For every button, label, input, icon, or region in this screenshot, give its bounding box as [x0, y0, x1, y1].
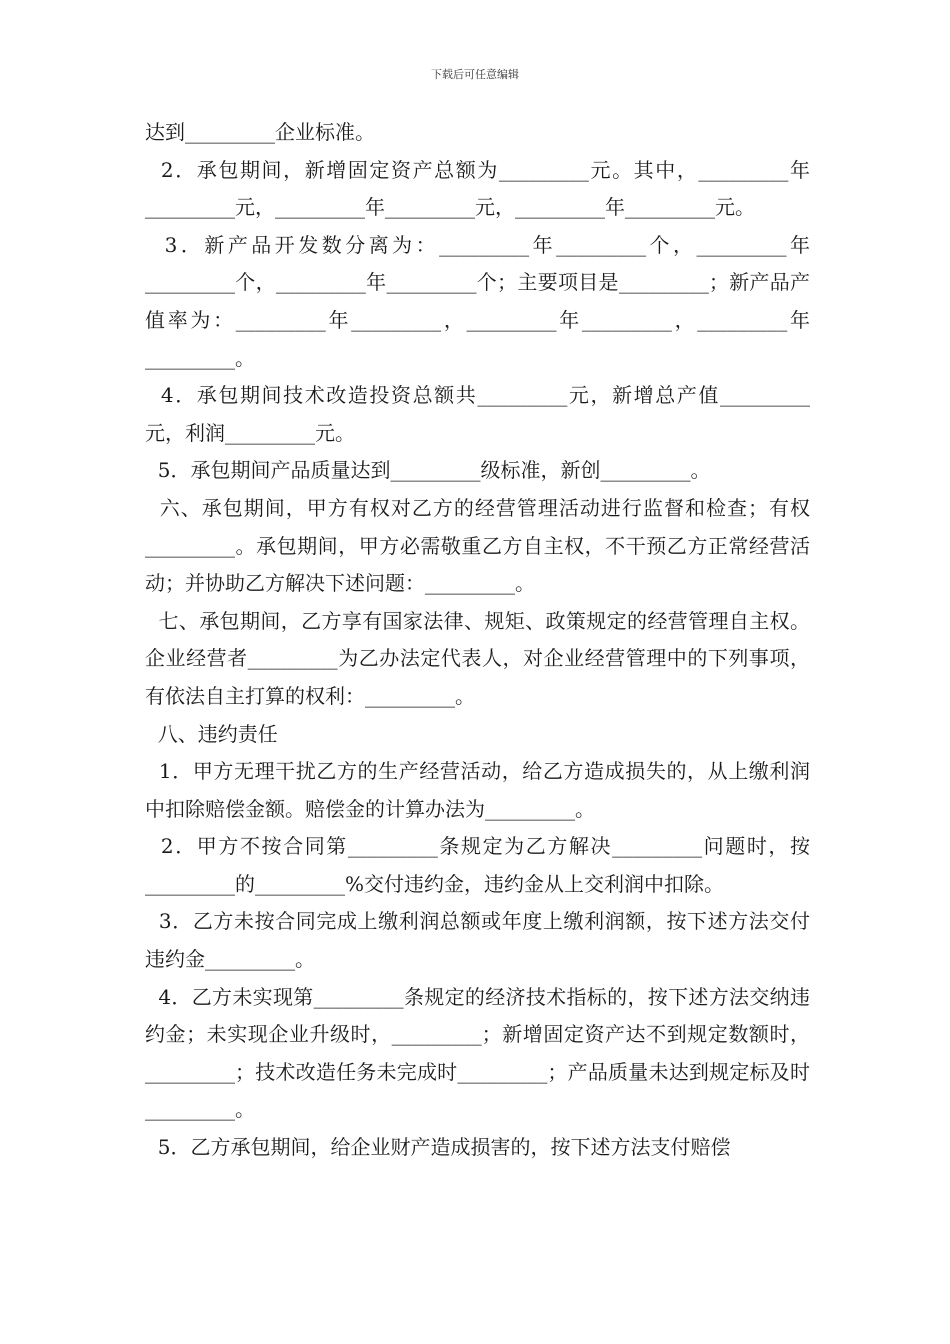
paragraph: 六、承包期间，甲方有权对乙方的经营管理活动进行监督和检查；有权_________。承包期间，甲方必需敬重乙方自主权，不干预乙方正常经营活动；并协助乙方解决下述问题：_________。	[145, 495, 810, 596]
paragraph: 2．甲方不按合同第_________条规定为乙方解决_________问题时，按_________的_________%交付违约金，违约金从上交利润中扣除。	[145, 834, 810, 896]
paragraph: 2．承包期间，新增固定资产总额为_________元。其中，_________年_________元，_________年_________元，_________年_________元。	[145, 157, 810, 220]
paragraph: 3．乙方未按合同完成上缴利润总额或年度上缴利润额，按下述方法交付违约金_________。	[145, 909, 810, 972]
paragraph: 4．承包期间技术改造投资总额共_________元，新增总产值_________元，利润_________元。	[145, 383, 810, 445]
paragraph: 八、违约责任	[145, 721, 278, 746]
paragraph: 达到_________企业标准。	[145, 120, 375, 144]
paragraph: 4．乙方未实现第_________条规定的经济技术指标的，按下述方法交纳违约金；未实现企业升级时，_________；新增固定资产达不到规定数额时，_________；技术改造任务未完成时_________；产品质量未达到规定标及时_________。	[145, 984, 810, 1122]
paragraph: 3．新产品开发数分离为：_________年_________个，_________年_________个，_________年_________个；主要项目是_________；新产品产值率为：_________年_________，_________年_________，_________年_________。	[145, 232, 810, 370]
paragraph: 5．乙方承包期间，给企业财产造成损害的，按下述方法支付赔偿	[145, 1135, 731, 1160]
paragraph: 1．甲方无理干扰乙方的生产经营活动，给乙方造成损失的，从上缴利润中扣除赔偿金额。赔偿金的计算办法为_________。	[145, 759, 810, 821]
paragraph: 七、承包期间，乙方享有国家法律、规矩、政策规定的经营管理自主权。企业经营者_________为乙办法定代表人，对企业经营管理中的下列事项，有依法自主打算的权利：_________。	[145, 608, 811, 708]
paragraph: 5．承包期间产品质量达到_________级标准，新创_________。	[145, 458, 711, 483]
page-header: 下载后可任意编辑	[431, 68, 519, 81]
document-body	[145, 114, 810, 1167]
